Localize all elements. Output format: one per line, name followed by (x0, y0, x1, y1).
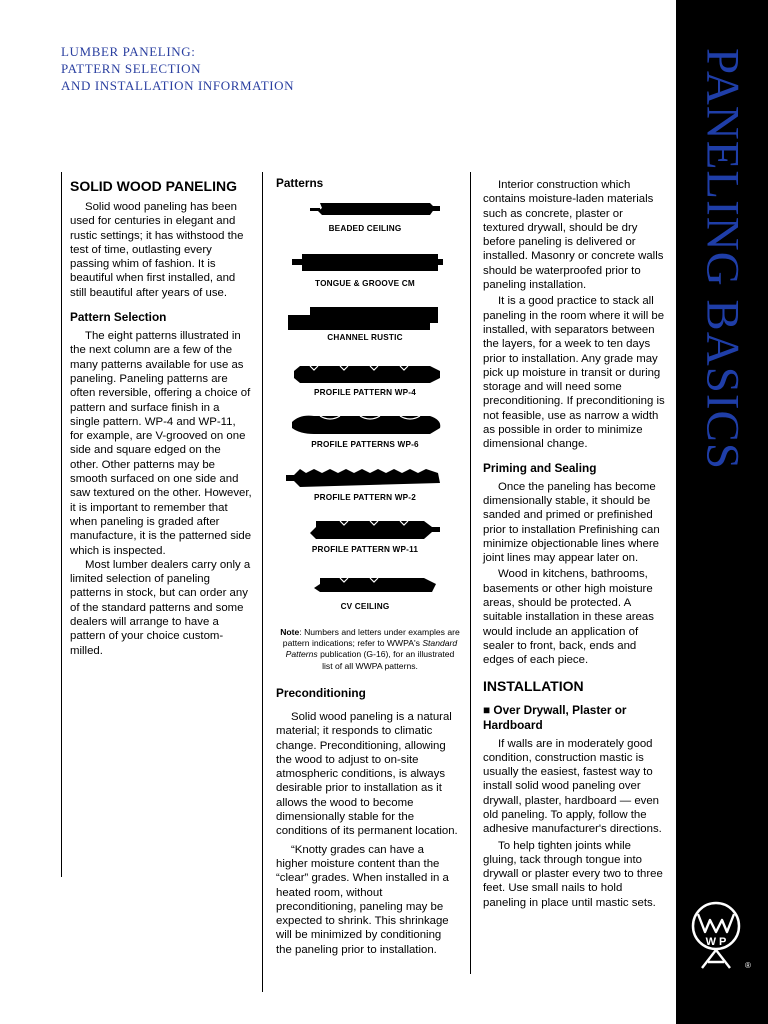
svg-text:W P: W P (705, 936, 727, 948)
subheading-patterns: Patterns (276, 176, 324, 190)
column-divider-left (61, 172, 62, 877)
column-3 (483, 178, 665, 910)
note-text: publication (G-16), for an illustrated list of all WWPA patterns. (317, 649, 455, 671)
beaded-ceiling-profile-icon (280, 197, 450, 221)
note-text: : Numbers and letters under examples are pattern indications; refer to WWPA's (282, 627, 460, 649)
tongue-groove-profile-icon (280, 248, 450, 276)
paragraph: Most lumber dealers carry only a limited selection of paneling patterns in stock, but can order any of the standard patterns and some dealers will arrange to have a pattern of your choice custom-milled. (70, 558, 251, 657)
paragraph: Solid wood paneling has been used for centuries in elegant and rustic settings; it has withstood the test of time, outlasting every passing whim of fashion. It is beautiful when first installed, and still beautiful after years of use. (70, 201, 244, 299)
paragraph: Solid wood paneling is a natural material; it responds to climatic change. Preconditioning, allowing the wood to adjust to on-site atmospheric conditions, is always desirable prior to installation as it allows the wood to become dimensionally stable for the conditions of its permanent location. (276, 711, 458, 838)
pattern-channel-rustic (280, 303, 450, 347)
wp2-profile-icon (280, 463, 450, 491)
paragraph: Wood in kitchens, bathrooms, basements or other high moisture areas, should be protected. A suitable installation in these areas would include an application of sealer to front, back, ends and edges of each piece. (483, 568, 654, 667)
note-label: Note (280, 627, 300, 637)
registered-mark: ® (745, 961, 751, 970)
pattern-label: CHANNEL RUSTIC (327, 333, 403, 342)
pattern-cv-ceiling (280, 572, 450, 614)
column-2 (276, 176, 458, 191)
pattern-wp4 (280, 358, 450, 402)
paragraph: Once the paneling has become dimensionally stable, it should be sanded and primed or prefinished prior to installation Prefinishing can minimize objectionable lines where joint lines may appear later on. (483, 480, 660, 565)
subheading-priming-sealing: Priming and Sealing (483, 460, 597, 475)
paragraph: To help tighten joints while gluing, tack through tongue into drywall or plaster every two to three feet. Use small nails to hold paneling in place until mastic sets. (483, 839, 663, 909)
paragraph: It is a good practice to stack all paneling in the room where it will be installed, with separators between the layers, for a week to ten days prior to installation. Any grade may pick up moisture in transit or during storage and will need some preconditioning. If preconditioning is not feasible, use as narrow a width as possible in order to minimize dimensional change. (483, 295, 665, 451)
pattern-label: PROFILE PATTERN WP-4 (314, 388, 416, 397)
wwpa-logo-icon (688, 900, 744, 970)
paragraph: “Knotty grades can have a higher moisture content than the “clear” grades. When installed in a heated room, without preconditioning, paneling may be expected to shrink. This shrinkage will be minimized by conditioning the paneling prior to installation. (276, 843, 449, 956)
pattern-label: PROFILE PATTERN WP-11 (311, 545, 419, 554)
pattern-beaded-ceiling (280, 197, 450, 237)
wp6-profile-icon (280, 410, 450, 438)
document-header (61, 43, 294, 94)
subheading-pattern-selection: Pattern Selection (70, 310, 167, 325)
paragraph: The eight patterns illustrated in the next column are a few of the many patterns available for use as paneling. Paneling patterns are often reversible, offering a choice of pattern and surface finish in a single pattern. WP-4 and WP-11, for example, are V-grooved on one side and square edged on the other. Other patterns may be smooth surfaced on one side and saw textured on the other. However, it is important to remember that when paneling is graded after manufacture, it is the patterned side which is inspected. (70, 330, 252, 557)
subheading-over-drywall: ■ Over Drywall, Plaster or Hardboard (483, 702, 627, 732)
column-2-lower (276, 686, 458, 957)
column-1 (70, 177, 252, 658)
pattern-label: PROFILE PATTERN WP-2 (314, 493, 416, 502)
pattern-label: BEADED CEILING (328, 224, 402, 233)
pattern-wp2 (280, 463, 450, 507)
sidebar-title: PANELING BASICS (696, 48, 749, 470)
section-heading-installation: INSTALLATION (483, 677, 584, 694)
section-heading-solid-wood-paneling: SOLID WOOD PANELING (70, 178, 237, 194)
patterns-note (280, 627, 460, 672)
header-line-1: LUMBER PANELING: (61, 44, 196, 59)
subheading-preconditioning: Preconditioning (276, 686, 366, 700)
channel-rustic-profile-icon (280, 303, 450, 331)
pattern-wp6 (280, 410, 450, 454)
pattern-label: PROFILE PATTERNS WP-6 (311, 440, 419, 449)
column-divider-right (470, 172, 471, 974)
cv-ceiling-profile-icon (280, 572, 450, 598)
header-line-3: AND INSTALLATION INFORMATION (61, 78, 295, 93)
wp11-profile-icon (280, 515, 450, 543)
header-line-2: PATTERN SELECTION (61, 61, 202, 76)
paragraph: Interior construction which contains moisture-laden materials such as concrete, plaster or textured drywall, should be dry before paneling is delivered or installed. Masonry or concrete walls should be waterproofed prior to paneling installation. (483, 179, 664, 292)
pattern-tongue-groove (280, 248, 450, 292)
pattern-wp11 (280, 515, 450, 559)
pattern-label: CV CEILING (340, 602, 390, 611)
wp4-profile-icon (280, 358, 450, 386)
note-publication: Standard Patterns (285, 638, 458, 660)
column-divider-middle (262, 172, 263, 992)
paragraph: If walls are in moderately good condition, construction mastic is usually the easiest, fastest way to install solid wood paneling over drywall, plaster, hardboard — even old paneling. To apply, follow the adhesive manufacturer's directions. (483, 737, 662, 836)
pattern-label: TONGUE & GROOVE CM (315, 279, 415, 288)
